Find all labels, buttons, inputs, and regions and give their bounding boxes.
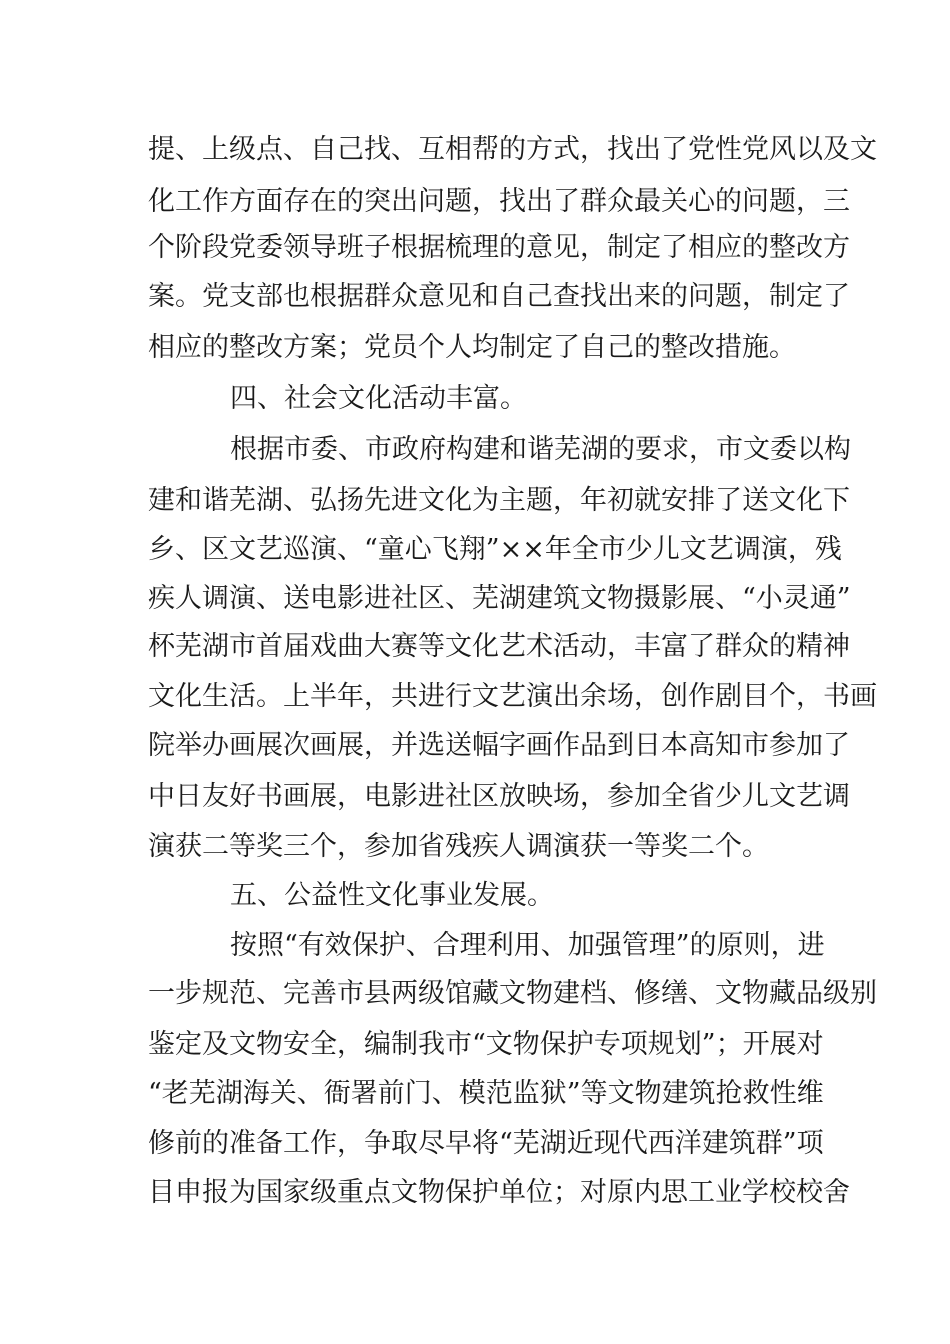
paragraph-1-line-1: 提、上级点、自己找、互相帮的方式，找出了党性党风以及文 [148, 134, 877, 165]
paragraph-3-line-4: “老芜湖海关、衙署前门、模范监狱”等文物建筑抢救性维 [148, 1078, 824, 1109]
paragraph-2-line-9: 演获二等奖三个，参加省残疾人调演获一等奖二个。 [148, 831, 769, 862]
paragraph-2-line-1: 根据市委、市政府构建和谐芜湖的要求，市文委以构 [230, 434, 851, 465]
paragraph-3-line-2: 一步规范、完善市县两级馆藏文物建档、修缮、文物藏品级别 [148, 978, 877, 1009]
paragraph-1-line-3: 个阶段党委领导班子根据梳理的意见，制定了相应的整改方 [148, 232, 850, 263]
paragraph-3-line-5: 修前的准备工作，争取尽早将“芜湖近现代西洋建筑群”项 [148, 1128, 824, 1159]
paragraph-3-line-1: 按照“有效保护、合理利用、加强管理”的原则，进 [230, 930, 825, 961]
paragraph-1-line-5: 相应的整改方案；党员个人均制定了自己的整改措施。 [148, 332, 796, 363]
paragraph-2-line-2: 建和谐芜湖、弘扬先进文化为主题，年初就安排了送文化下 [148, 485, 850, 516]
section-heading-5: 五、公益性文化事业发展。 [230, 880, 554, 911]
paragraph-2-line-8: 中日友好书画展，电影进社区放映场，参加全省少儿文艺调 [148, 781, 850, 812]
paragraph-2-line-4: 疾人调演、送电影进社区、芜湖建筑文物摄影展、“小灵通” [148, 583, 851, 614]
paragraph-1-line-4: 案。党支部也根据群众意见和自己查找出来的问题，制定了 [148, 281, 850, 312]
paragraph-2-line-5: 杯芜湖市首届戏曲大赛等文化艺术活动，丰富了群众的精神 [148, 631, 850, 662]
paragraph-2-line-6: 文化生活。上半年，共进行文艺演出余场，创作剧目个，书画 [148, 681, 877, 712]
paragraph-2-line-3: 乡、区文艺巡演、“童心飞翔”××年全市少儿文艺调演，残 [148, 534, 842, 565]
paragraph-2-line-7: 院举办画展次画展，并选送幅字画作品到日本高知市参加了 [148, 730, 850, 761]
paragraph-3-line-6: 目申报为国家级重点文物保护单位；对原内思工业学校校舍 [148, 1177, 850, 1208]
paragraph-1-line-2: 化工作方面存在的突出问题，找出了群众最关心的问题，三 [148, 186, 850, 217]
section-heading-4: 四、社会文化活动丰富。 [230, 383, 527, 414]
paragraph-3-line-3: 鉴定及文物安全，编制我市“文物保护专项规划”；开展对 [148, 1029, 824, 1060]
